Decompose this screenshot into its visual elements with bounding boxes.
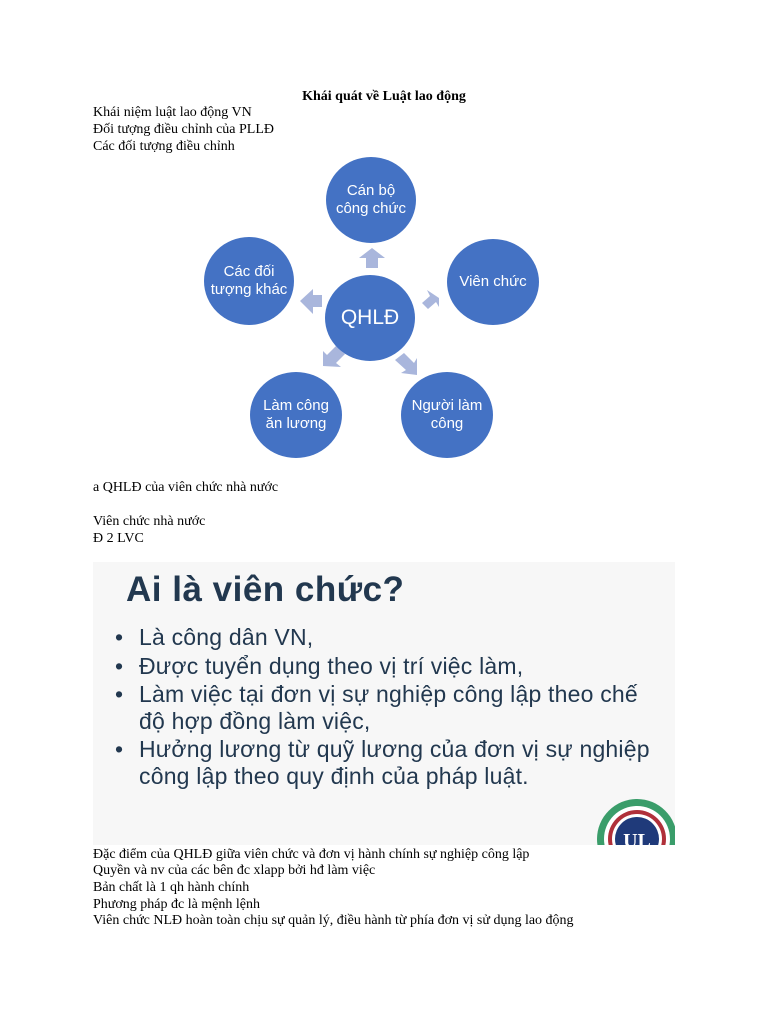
node-nguoi-lam-cong: Người làm công	[401, 372, 493, 458]
bottom-line-1: Đặc điểm của QHLĐ giữa viên chức và đơn vị hành chính sự nghiệp công lập	[93, 847, 530, 862]
intro-line-3: Các đối tượng điều chỉnh	[93, 139, 235, 154]
middle-line-1: a QHLĐ của viên chức nhà nước	[93, 480, 279, 495]
node-cac-doi-tuong-khac: Các đối tượng khác	[204, 237, 294, 325]
slide-bullet-list	[115, 624, 660, 791]
arrow-left-icon	[300, 289, 322, 314]
arrow-right-icon	[422, 290, 439, 309]
university-logo-icon	[591, 793, 675, 852]
arrow-down-right-icon	[395, 353, 417, 375]
slide-bullet-2: • Được tuyển dụng theo vị trí việc làm,	[115, 653, 660, 680]
slide-bullet-3: • Làm việc tại đơn vị sự nghiệp công lập theo chế độ hợp đồng làm việc,	[115, 681, 660, 734]
middle-line-3: Viên chức nhà nước	[93, 514, 206, 529]
intro-line-1: Khái niệm luật lao động VN	[93, 105, 252, 120]
bottom-line-3: Bản chất là 1 qh hành chính	[93, 880, 250, 895]
slide-bullet-4: • Hưởng lương từ quỹ lương của đơn vị sự nghiệp công lập theo quy định của pháp luật.	[115, 736, 660, 789]
bottom-line-5: Viên chức NLĐ hoàn toàn chịu sự quản lý, điều hành từ phía đơn vị sử dụng lao động	[93, 913, 574, 928]
document-title: Khái quát về Luật lao động	[302, 89, 466, 104]
logo-text: UL	[623, 830, 651, 852]
node-qhld-center: QHLĐ	[325, 275, 415, 361]
bottom-line-2: Quyền và nv của các bên đc xlapp bởi hđ làm việc	[93, 863, 376, 878]
node-can-bo-cong-chuc: Cán bộ công chức	[326, 157, 416, 243]
radial-diagram	[195, 155, 565, 465]
bottom-line-4: Phương pháp đc là mệnh lệnh	[93, 897, 261, 912]
slide-bullet-1: • Là công dân VN,	[115, 624, 660, 651]
middle-line-4: Đ 2 LVC	[93, 531, 144, 546]
intro-line-2: Đối tượng điều chỉnh của PLLĐ	[93, 122, 275, 137]
node-vien-chuc: Viên chức	[447, 239, 539, 325]
arrow-up-icon	[359, 248, 385, 268]
slide-title: Ai là viên chức?	[126, 570, 405, 609]
slide-image	[93, 562, 675, 852]
node-lam-cong-an-luong: Làm công ăn lương	[250, 372, 342, 458]
